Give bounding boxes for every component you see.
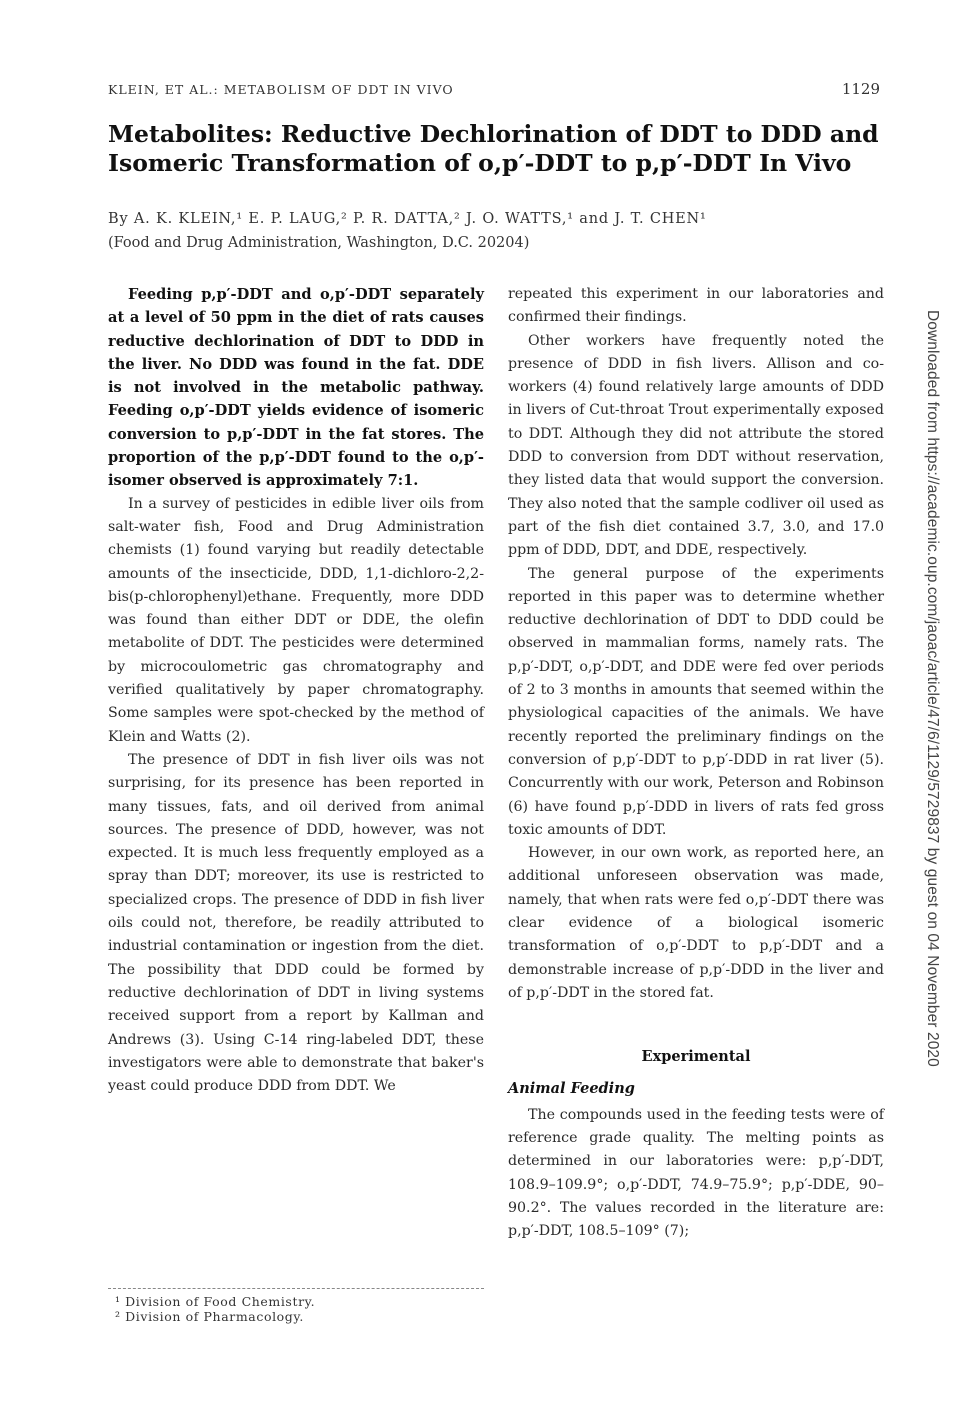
body-paragraph: In a survey of pesticides in edible liver oils from salt-water fish, Food and Drug Administration chemists (1) found varying but readily detectable amounts of the insecticide, DDD, 1,1-dichloro-2,2-bis(p-chlorophenyl)ethane. Frequently, more DDD was found than either DDT or DDE, the olefin metabolite of DDT. The pesticides were determined by microcoulometric gas chromatography and verified qualitatively by paper chromatography. Some samples were spot-checked by the method of Klein and Watts (2). <box>108 495 484 745</box>
running-head <box>108 80 880 98</box>
body-paragraph: The general purpose of the experiments reported in this paper was to determine whether reductive dechlorination of DDT to DDD could be observed in mammalian forms, namely rats. The p,p′-DDT, o,p′-DDT, and DDE were fed over periods of 2 to 3 months in amounts that seemed within the physiological capacities of the animals. We have recently reported the preliminary findings on the conversion of p,p′-DDT to p,p′-DDD in rat liver (5). Concurrently with our work, Peterson and Robinson (6) have found p,p′-DDD in livers of rats fed gross toxic amounts of DDT. <box>508 565 884 838</box>
section-heading: Experimental <box>641 1048 751 1066</box>
left-column <box>108 283 484 1098</box>
download-watermark <box>924 310 954 1110</box>
footnotes <box>115 1294 485 1324</box>
subsection-heading: Animal Feeding <box>508 1079 635 1097</box>
download-watermark-text: Downloaded from https://academic.oup.com/jaoac/article/47/6/1129/5729837 by guest on 04 November 2020 <box>924 310 941 1067</box>
body-paragraph: repeated this experiment in our laboratories and confirmed their findings. <box>508 286 884 326</box>
abstract: Feeding p,p′-DDT and o,p′-DDT separately at a level of 50 ppm in the diet of rats causes reductive dechlorination of DDT to DDD in the liver. No DDD was found in the fat. DDE is not involved in the metabolic pathway. Feeding o,p′-DDT yields evidence of isomeric conversion to p,p′-DDT in the fat stores. The proportion of the p,p′-DDT found to the o,p′-isomer observed is approximately 7:1. <box>108 286 484 490</box>
byline <box>108 207 898 255</box>
author-list: By A. K. KLEIN,¹ E. P. LAUG,² P. R. DATTA,² J. O. WATTS,¹ and J. T. CHEN¹ <box>108 211 707 227</box>
footnote: ² Division of Pharmacology. <box>115 1309 304 1324</box>
running-head-text: KLEIN, ET AL.: METABOLISM OF DDT IN VIVO <box>108 82 454 97</box>
body-paragraph: The presence of DDT in fish liver oils was not surprising, for its presence has been reported in many tissues, fats, and oil derived from animal sources. The presence of DDD, however, was not expected. It is much less frequently employed as a spray than DDT; moreover, its use is restricted to specialized crops. The presence of DDD in fish liver oils could not, therefore, be readily attributed to industrial contamination or ingestion from the diet. The possibility that DDD could be formed by reductive dechlorination of DDT in living systems received support from a report by Kallman and Andrews (3). Using C-14 ring-labeled DDT, these investigators were able to demonstrate that baker's yeast could produce DDD from DDT. We <box>108 751 484 1095</box>
body-paragraph: The compounds used in the feeding tests were of reference grade quality. The melting points as determined in our laboratories were: p,p′-DDT, 108.9–109.9°; o,p′-DDT, 74.9–75.9°; p,p′-DDE, 90–90.2°. The values recorded in the literature are: p,p′-DDT, 108.5–109° (7); <box>508 1106 884 1240</box>
title-line-1: Metabolites: Reductive Dechlorination of DDT to DDD and <box>108 120 879 148</box>
title-line-2: Isomeric Transformation of o,p′-DDT to p,p′-DDT In Vivo <box>108 149 852 177</box>
article-title <box>108 120 898 178</box>
affiliation: (Food and Drug Administration, Washington, D.C. 20204) <box>108 235 530 251</box>
body-paragraph: Other workers have frequently noted the presence of DDD in fish livers. Allison and co-workers (4) found relatively large amounts of DDD in livers of Cut-throat Trout experimentally exposed to DDT. Although they did not attribute the stored DDD to conversion from DDT without reservation, they listed data that would support the conversion. They also noted that the sample codliver oil used as part of the fish diet contained 3.7, 3.0, and 17.0 ppm of DDD, DDT, and DDE, respectively. <box>508 332 884 559</box>
footnote: ¹ Division of Food Chemistry. <box>115 1294 316 1309</box>
right-column <box>508 283 884 1244</box>
body-paragraph: However, in our own work, as reported here, an additional unforeseen observation was made, namely, that when rats were fed o,p′-DDT there was clear evidence of a biological isomeric transformation of o,p′-DDT to p,p′-DDT and a demonstrable increase of p,p′-DDD in the liver and of p,p′-DDT in the stored fat. <box>508 845 884 1001</box>
page-number: 1129 <box>841 80 880 98</box>
footnote-divider <box>108 1288 484 1289</box>
